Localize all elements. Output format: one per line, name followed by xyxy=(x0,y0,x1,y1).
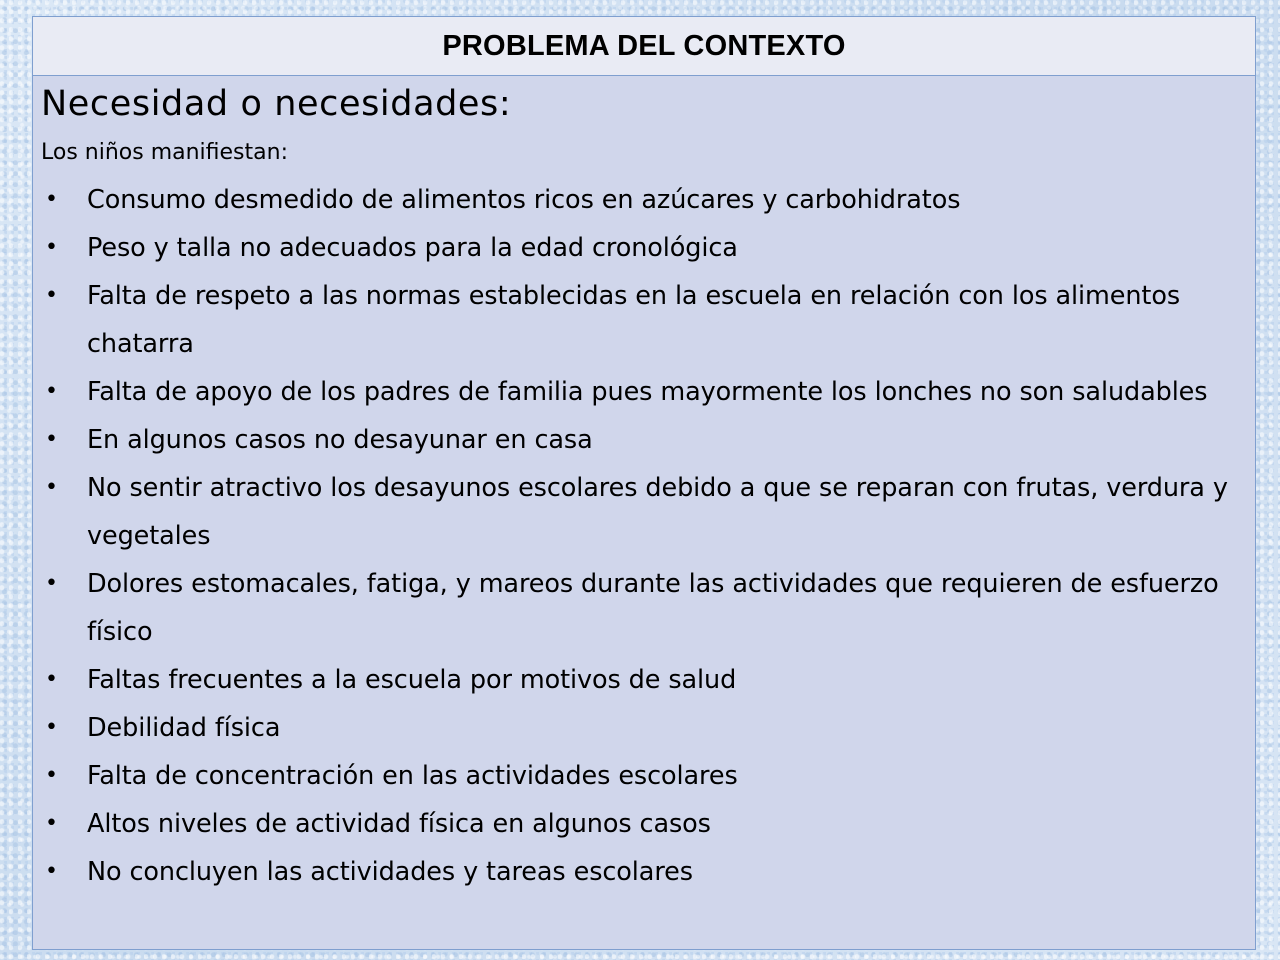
list-item-text: Peso y talla no adecuados para la edad cronológica xyxy=(87,233,738,263)
bullet-icon: • xyxy=(45,667,58,692)
needs-intro: Los niños manifiestan: xyxy=(41,140,288,165)
table-header-row xyxy=(33,17,1255,76)
table-body-cell xyxy=(33,76,1255,896)
bullet-icon: • xyxy=(45,715,58,740)
list-item-text: Falta de concentración en las actividades escolares xyxy=(87,761,738,791)
list-item xyxy=(41,656,1247,704)
bullet-icon: • xyxy=(45,427,58,452)
table-title: PROBLEMA DEL CONTEXTO xyxy=(442,29,846,62)
list-item xyxy=(41,224,1247,272)
list-item-text: Falta de apoyo de los padres de familia pues mayormente los lonches no son saludables xyxy=(87,377,1208,407)
bullet-icon: • xyxy=(45,763,58,788)
list-item xyxy=(41,848,1247,896)
list-item xyxy=(41,368,1247,416)
list-item-text: Altos niveles de actividad física en algunos casos xyxy=(87,809,711,839)
bullet-icon: • xyxy=(45,187,58,212)
list-item xyxy=(41,176,1247,224)
list-item-text: Faltas frecuentes a la escuela por motivos de salud xyxy=(87,665,737,695)
bullet-icon: • xyxy=(45,811,58,836)
bullet-icon: • xyxy=(45,379,58,404)
list-item xyxy=(41,800,1247,848)
bullet-icon: • xyxy=(45,283,58,308)
list-item xyxy=(41,752,1247,800)
list-item xyxy=(41,416,1247,464)
list-item xyxy=(41,560,1247,656)
list-item-text: Falta de respeto a las normas establecidas en la escuela en relación con los alimentos chatarra xyxy=(87,281,1181,359)
list-item-text: Consumo desmedido de alimentos ricos en azúcares y carbohidratos xyxy=(87,185,961,215)
needs-list xyxy=(41,176,1247,896)
bullet-icon: • xyxy=(45,475,58,500)
list-item-text: No sentir atractivo los desayunos escolares debido a que se reparan con frutas, verdura y vegetales xyxy=(87,473,1228,551)
list-item xyxy=(41,464,1247,560)
list-item xyxy=(41,272,1247,368)
bullet-icon: • xyxy=(45,235,58,260)
list-item-text: Dolores estomacales, fatiga, y mareos durante las actividades que requieren de esfuerzo físico xyxy=(87,569,1219,647)
list-item-text: En algunos casos no desayunar en casa xyxy=(87,425,593,455)
list-item xyxy=(41,704,1247,752)
context-problem-table xyxy=(32,16,1256,950)
list-item-text: Debilidad física xyxy=(87,713,281,743)
bullet-icon: • xyxy=(45,571,58,596)
needs-heading: Necesidad o necesidades: xyxy=(41,84,512,124)
bullet-icon: • xyxy=(45,859,58,884)
list-item-text: No concluyen las actividades y tareas escolares xyxy=(87,857,693,887)
